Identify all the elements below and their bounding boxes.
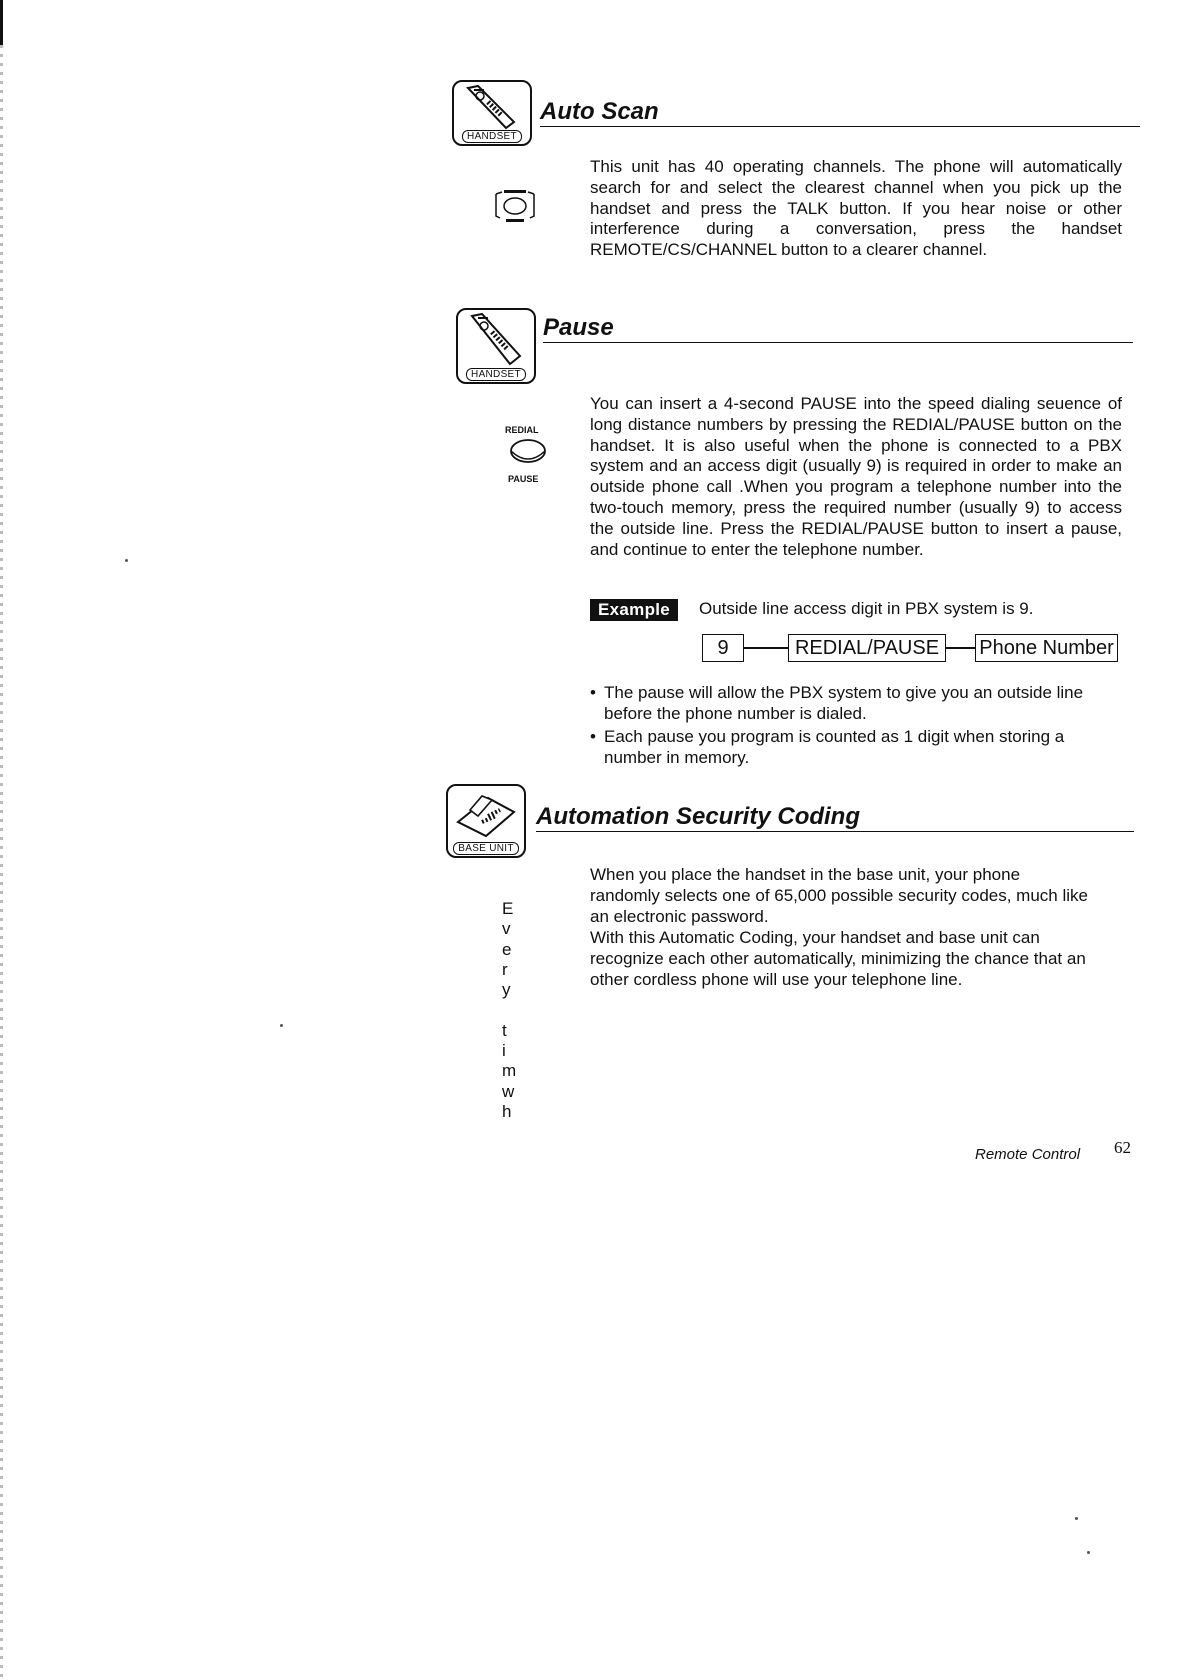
text-line: When you place the handset in the base unit, your phone — [590, 865, 1021, 884]
letter: t — [502, 1020, 507, 1040]
icon-label: HANDSET — [466, 368, 526, 381]
scan-speck — [125, 559, 128, 562]
letter: i — [502, 1041, 506, 1061]
handset-icon — [456, 308, 536, 384]
pause-paragraph: You can insert a 4-second PAUSE into the speed dialing seuence of long distance numbers by pressing the REDIAL/PAUSE button on the handset. It is also useful when the phone is connected to a PBX system and an access digit (usually 9) is required in order to make an outside phone call .When you program a telephone number into the two-touch memory, press the required number (usually 9) to access the outside line. Press the REDIAL/PAUSE button to insert a pause, and continue to enter the telephone number. — [590, 394, 1122, 559]
list-item: • Each pause you program is counted as 1 digit when storing a number in memory. — [590, 726, 1120, 768]
footer-title: Remote Control — [975, 1146, 1081, 1163]
page-number: 62 — [1114, 1138, 1131, 1157]
handset-drawing — [458, 310, 534, 368]
letter — [502, 1000, 522, 1020]
letter: h — [502, 1101, 512, 1121]
title-text: Automation Security Coding — [536, 803, 860, 830]
letter: r — [502, 959, 508, 979]
security-coding-paragraph — [590, 864, 1130, 990]
text-line: recognize each other automatically, minimizing the chance that an — [590, 949, 1086, 968]
letter: E — [502, 899, 514, 918]
example-text: Outside line access digit in PBX system is 9. — [699, 599, 1034, 618]
sequence-connector — [945, 647, 975, 649]
base-unit-drawing — [448, 786, 524, 842]
section-title-automation-security-coding — [536, 803, 1134, 832]
icon-label: BASE UNIT — [453, 842, 519, 855]
list-item: • The pause will allow the PBX system to give you an outside line before the phone number is dialed. — [590, 682, 1120, 724]
scan-speck — [280, 1024, 283, 1027]
auto-scan-paragraph: This unit has 40 operating channels. The phone will automatically search for and select the clearest channel when you pick up the handset and press the TALK button. If you hear noise or other interference during a conversation, press the handset REMOTE/CS/CHANNEL button to a clearer channel. — [590, 157, 1122, 260]
pause-notes-list — [590, 682, 1120, 770]
letter: v — [502, 919, 511, 939]
scan-speck — [1087, 1551, 1090, 1554]
text-line: randomly selects one of 65,000 possible security codes, much like — [590, 886, 1088, 905]
scan-edge-mark — [0, 0, 3, 45]
scan-speck — [1075, 1517, 1078, 1520]
redial-label: REDIAL — [505, 425, 539, 435]
sequence-connector — [743, 647, 788, 649]
redial-pause-button-icon — [508, 437, 548, 467]
title-text: Pause — [543, 314, 614, 341]
vertical-letters — [502, 899, 522, 1122]
base-unit-icon — [446, 784, 526, 858]
letter: y — [502, 980, 511, 1000]
text-line: With this Automatic Coding, your handset and base unit can — [590, 928, 1040, 947]
sequence-step-phone-number: Phone Number — [975, 634, 1118, 662]
sequence-step-redial-pause: REDIAL/PAUSE — [788, 634, 946, 662]
title-text: Auto Scan — [540, 98, 659, 125]
letter: m — [502, 1061, 517, 1081]
handset-drawing — [454, 82, 530, 132]
pause-label: PAUSE — [508, 474, 539, 484]
letter: w — [502, 1081, 515, 1101]
handset-icon — [452, 80, 532, 146]
scan-edge — [0, 0, 3, 1680]
letter: e — [502, 939, 512, 959]
section-title-pause — [543, 314, 1133, 343]
remote-cs-channel-button-icon — [490, 188, 540, 224]
example-badge: Example — [590, 599, 678, 621]
text-line: an electronic password. — [590, 907, 769, 926]
icon-label: HANDSET — [462, 130, 522, 143]
section-title-auto-scan — [540, 98, 1140, 127]
text-line: other cordless phone will use your telephone line. — [590, 970, 963, 989]
sequence-step-digit: 9 — [702, 634, 744, 662]
